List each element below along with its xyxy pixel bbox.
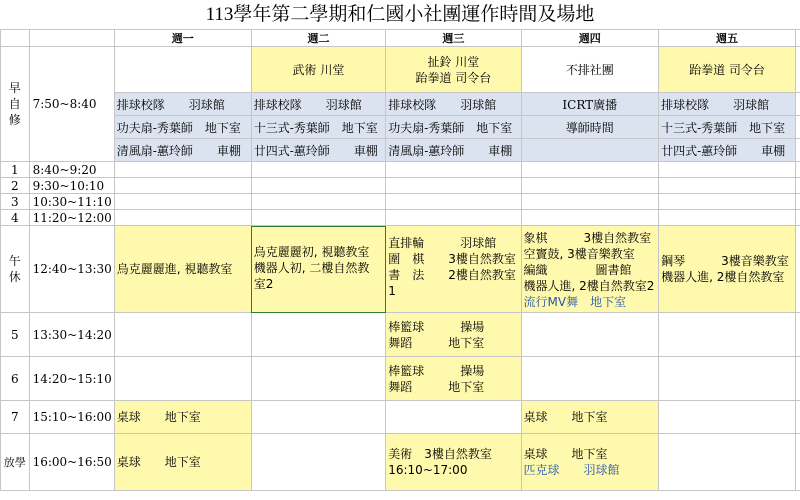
morning-cell[interactable]: 清風扇-蕙玲師 車棚	[114, 139, 251, 162]
lunch-cell-fri[interactable]	[659, 226, 796, 313]
lunch-line: 烏克麗麗初, 視聽教室	[253, 245, 370, 259]
morning-row-1	[1, 93, 800, 116]
lunch-cell-tue[interactable]	[251, 226, 386, 313]
empty-cell[interactable]	[251, 401, 386, 434]
p6-cell-wed[interactable]	[386, 357, 521, 401]
empty-cell[interactable]	[386, 162, 521, 178]
morning-label-char: 自	[8, 97, 21, 111]
lunch-label-char: 午	[8, 254, 21, 268]
edge-cell	[795, 47, 800, 93]
edge-cell	[795, 93, 800, 116]
lunch-line: 象棋 3樓自然教室	[523, 231, 652, 245]
lunch-line: 機器人進, 2樓自然教室	[661, 270, 785, 284]
morning-cell[interactable]: ICRT廣播	[521, 93, 659, 116]
edge-cell	[795, 194, 800, 210]
after-line: 16:10~17:00	[388, 463, 468, 477]
empty-cell[interactable]	[659, 178, 796, 194]
morning-label-char: 修	[8, 113, 21, 127]
empty-cell[interactable]	[251, 162, 386, 178]
empty-cell[interactable]	[251, 178, 386, 194]
period-number[interactable]: 1	[1, 162, 30, 178]
morning-cell[interactable]: 十三式-秀葉師 地下室	[659, 116, 796, 139]
lunch-line-link: 流行MV舞 地下室	[523, 295, 627, 309]
period-time[interactable]: 9:30~10:10	[29, 178, 114, 194]
morning-cell[interactable]: 清風扇-蕙玲師 車棚	[386, 139, 521, 162]
p6-line: 舞蹈 地下室	[388, 379, 485, 394]
edge-cell	[795, 434, 800, 491]
lunch-cell-mon[interactable]	[114, 226, 251, 313]
after-line: 桌球 地下室	[523, 447, 608, 461]
morning-cell[interactable]: 十三式-秀葉師 地下室	[251, 116, 386, 139]
empty-cell[interactable]	[114, 210, 251, 226]
p7-cell-mon[interactable]: 桌球 地下室	[114, 401, 251, 434]
empty-cell[interactable]	[386, 401, 521, 434]
empty-cell[interactable]	[659, 162, 796, 178]
p7-cell-thu[interactable]: 桌球 地下室	[521, 401, 659, 434]
morning-cell[interactable]: 導師時間	[521, 116, 659, 139]
morning-time[interactable]: 7:50~8:40	[29, 47, 114, 162]
morning-cell[interactable]: 排球校隊 羽球館	[386, 93, 521, 116]
morning-headline-wed[interactable]	[386, 47, 521, 93]
empty-cell[interactable]	[251, 313, 386, 357]
empty-cell[interactable]	[521, 313, 659, 357]
morning-cell[interactable]: 功夫扇-秀葉師 地下室	[114, 116, 251, 139]
period-number[interactable]: 4	[1, 210, 30, 226]
edge-cell	[795, 162, 800, 178]
lunch-cell-thu[interactable]	[521, 226, 659, 313]
empty-cell[interactable]	[659, 194, 796, 210]
lunch-line: 空竇鼓, 3樓音樂教室	[523, 247, 635, 261]
after-cell-mon[interactable]: 桌球 地下室	[114, 434, 251, 491]
lunch-line: 直排輪 羽球館	[388, 236, 497, 250]
empty-cell[interactable]	[386, 194, 521, 210]
empty-cell[interactable]	[386, 210, 521, 226]
morning-cell[interactable]: 廿四式-蕙玲師 車棚	[251, 139, 386, 162]
morning-headline-tue[interactable]: 武術 川堂	[251, 47, 386, 93]
edge-cell	[795, 116, 800, 139]
morning-cell[interactable]: 功夫扇-秀葉師 地下室	[386, 116, 521, 139]
day-header-mon[interactable]: 週一	[114, 30, 251, 47]
morning-cell[interactable]: 排球校隊 羽球館	[659, 93, 796, 116]
empty-cell[interactable]	[659, 357, 796, 401]
morning-label[interactable]	[1, 47, 30, 162]
morning-cell[interactable]: 排球校隊 羽球館	[114, 93, 251, 116]
after-school-label[interactable]: 放學	[1, 434, 30, 491]
morning-cell[interactable]	[521, 139, 659, 162]
corner-cell[interactable]	[1, 30, 30, 47]
edge-cell	[795, 401, 800, 434]
empty-cell[interactable]	[521, 357, 659, 401]
period-row-5	[1, 313, 800, 357]
period-row-3	[1, 194, 800, 210]
empty-cell[interactable]	[659, 434, 796, 491]
period-time[interactable]: 8:40~9:20	[29, 162, 114, 178]
lunch-line: 編織 圖書館	[523, 263, 632, 277]
empty-cell[interactable]	[114, 313, 251, 357]
period-row-1	[1, 162, 800, 178]
period-time[interactable]: 10:30~11:10	[29, 194, 114, 210]
period-row-4	[1, 210, 800, 226]
morning-cell[interactable]: 排球校隊 羽球館	[251, 93, 386, 116]
lunch-line: 1	[388, 284, 396, 298]
lunch-line: 室2	[253, 277, 274, 291]
lunch-line: 機器人進, 2樓自然教室2	[523, 279, 655, 293]
period-number[interactable]: 5	[1, 313, 30, 357]
morning-row-3	[1, 139, 800, 162]
edge-cell	[795, 178, 800, 194]
after-school-time[interactable]: 16:00~16:50	[29, 434, 114, 491]
after-school-row	[1, 434, 800, 491]
morning-cell[interactable]: 廿四式-蕙玲師 車棚	[659, 139, 796, 162]
edge-cell	[795, 357, 800, 401]
lunch-line: 機器人初, 二樓自然教	[253, 261, 370, 275]
empty-cell[interactable]	[114, 357, 251, 401]
lunch-label-char: 休	[8, 270, 21, 284]
morning-headline-wed-line1: 扯鈴 川堂	[427, 54, 480, 69]
day-header-wed[interactable]: 週三	[386, 30, 521, 47]
p5-line: 舞蹈 地下室	[388, 335, 485, 350]
morning-headline-wed-line2: 跆拳道 司令台	[415, 70, 492, 85]
day-header-thu[interactable]: 週四	[521, 30, 659, 47]
period-number[interactable]: 2	[1, 178, 30, 194]
sheet-title: 113學年第二學期和仁國小社團運作時間及場地	[205, 4, 595, 25]
p5-cell-wed[interactable]	[386, 313, 521, 357]
period-time[interactable]: 13:30~14:20	[29, 313, 114, 357]
day-header-fri[interactable]: 週五	[659, 30, 796, 47]
day-header-row	[1, 30, 800, 47]
lunch-time[interactable]: 12:40~13:30	[29, 226, 114, 313]
period-number[interactable]: 3	[1, 194, 30, 210]
lunch-row	[1, 226, 800, 313]
empty-cell[interactable]	[251, 210, 386, 226]
period-time[interactable]: 14:20~15:10	[29, 357, 114, 401]
after-line-link: 匹克球 羽球館	[523, 463, 620, 477]
empty-cell[interactable]	[114, 162, 251, 178]
edge-cell	[795, 210, 800, 226]
empty-cell[interactable]	[114, 178, 251, 194]
period-row-7	[1, 401, 800, 434]
edge-cell	[795, 139, 800, 162]
morning-headline-mon[interactable]	[114, 47, 251, 93]
period-time[interactable]: 15:10~16:00	[29, 401, 114, 434]
empty-cell[interactable]	[521, 162, 659, 178]
lunch-line: 圍 棋 3樓自然教室	[388, 252, 516, 266]
lunch-line: 鋼琴 3樓音樂教室	[661, 254, 789, 268]
morning-label-char: 早	[8, 81, 21, 95]
edge-cell	[795, 226, 800, 313]
morning-headline-fri[interactable]: 跆拳道 司令台	[659, 47, 796, 93]
corner-cell-2[interactable]	[29, 30, 114, 47]
period-number[interactable]: 6	[1, 357, 30, 401]
after-cell-wed[interactable]	[386, 434, 521, 491]
lunch-label[interactable]	[1, 226, 30, 313]
after-line: 美術 3樓自然教室	[388, 447, 492, 461]
schedule-table	[0, 29, 800, 491]
edge-cell	[795, 30, 800, 47]
empty-cell[interactable]	[386, 178, 521, 194]
empty-cell[interactable]	[521, 194, 659, 210]
empty-cell[interactable]	[114, 194, 251, 210]
empty-cell[interactable]	[251, 194, 386, 210]
empty-cell[interactable]	[659, 313, 796, 357]
empty-cell[interactable]	[521, 210, 659, 226]
period-row-2	[1, 178, 800, 194]
period-number[interactable]: 7	[1, 401, 30, 434]
p5-line: 棒籃球 操場	[388, 319, 485, 334]
empty-cell[interactable]	[521, 178, 659, 194]
day-header-tue[interactable]: 週二	[251, 30, 386, 47]
morning-row-2	[1, 116, 800, 139]
lunch-line: 烏克麗麗進, 視聽教室	[116, 262, 233, 276]
p6-line: 棒籃球 操場	[388, 363, 485, 378]
empty-cell[interactable]	[251, 357, 386, 401]
period-time[interactable]: 11:20~12:00	[29, 210, 114, 226]
period-row-6	[1, 357, 800, 401]
morning-headline-row	[1, 47, 800, 93]
empty-cell[interactable]	[659, 401, 796, 434]
lunch-cell-wed[interactable]	[386, 226, 521, 313]
empty-cell[interactable]	[659, 210, 796, 226]
after-cell-thu[interactable]	[521, 434, 659, 491]
morning-headline-thu[interactable]: 不排社團	[521, 47, 659, 93]
edge-cell	[795, 313, 800, 357]
lunch-line: 書 法 2樓自然教室	[388, 268, 516, 282]
empty-cell[interactable]	[251, 434, 386, 491]
